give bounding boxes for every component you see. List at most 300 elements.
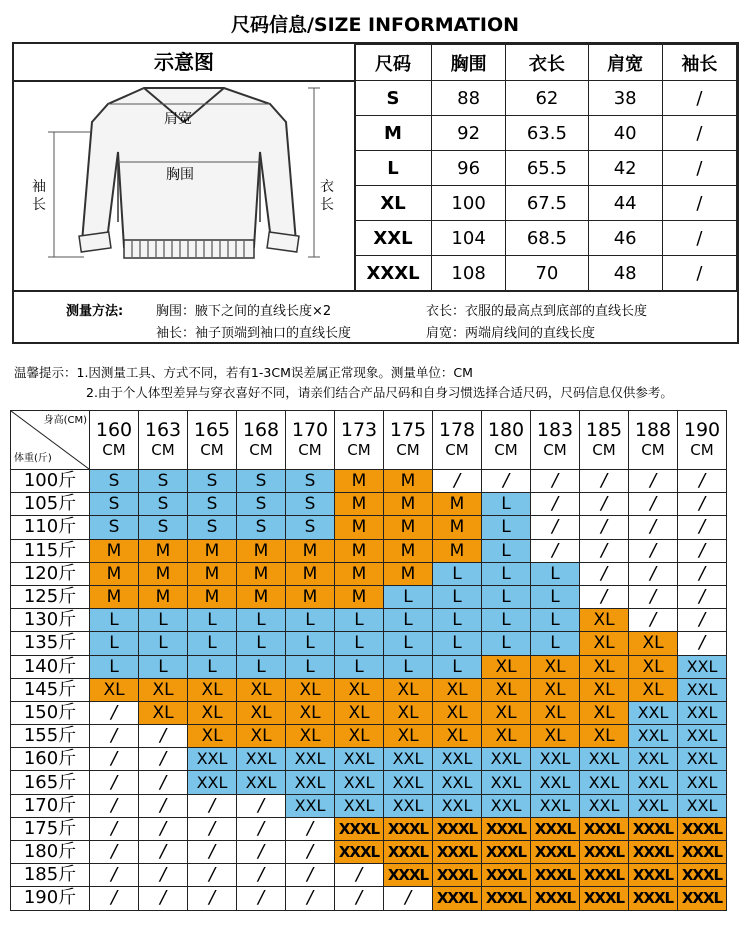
size-cell: XL: [139, 678, 188, 701]
weight-label: 170斤: [11, 794, 90, 817]
height-header: [237, 411, 286, 470]
size-cell: XL: [629, 655, 678, 678]
size-cell: M: [355, 116, 432, 151]
header-shoulder: 肩宽: [588, 45, 662, 81]
height-value: 183: [536, 419, 574, 441]
no-size-cell: /: [286, 864, 335, 887]
size-cell: XXL: [531, 771, 580, 794]
size-recommendation-grid: [10, 410, 727, 911]
size-cell: XXL: [531, 794, 580, 817]
size-cell: XXXL: [678, 864, 727, 887]
measure-sleeve: 袖长：袖子顶端到袖口的直线长度: [156, 326, 352, 341]
no-size-cell: /: [629, 516, 678, 539]
size-cell: XL: [384, 678, 433, 701]
size-cell: S: [286, 493, 335, 516]
size-cell: XXXL: [433, 817, 482, 840]
size-cell: L: [482, 493, 531, 516]
size-cell: XXXL: [629, 864, 678, 887]
size-cell: XXL: [678, 725, 727, 748]
no-size-cell: /: [678, 516, 727, 539]
diagram-header: 示意图: [14, 44, 354, 82]
no-size-cell: /: [531, 516, 580, 539]
size-cell: L: [90, 632, 139, 655]
length-cell: 63.5: [506, 116, 588, 151]
no-size-cell: /: [629, 585, 678, 608]
no-size-cell: /: [139, 887, 188, 910]
size-cell: XL: [482, 678, 531, 701]
table-row: [355, 81, 737, 116]
chest-cell: 92: [432, 116, 506, 151]
sleeve-label: 袖长: [32, 179, 46, 213]
measure-length: 衣长：衣服的最高点到底部的直线长度: [426, 304, 648, 319]
size-cell: M: [90, 539, 139, 562]
tip-line-2: 2.由于个人体型差异与穿衣喜好不同，请亲们结合产品尺码和自身习惯选择合适尺码，尺码信息仅供参考。: [86, 385, 673, 400]
size-cell: XXXL: [335, 841, 384, 864]
no-size-cell: /: [482, 470, 531, 493]
size-cell: XXL: [384, 794, 433, 817]
no-size-cell: /: [580, 516, 629, 539]
no-size-cell: /: [139, 794, 188, 817]
no-size-cell: /: [678, 493, 727, 516]
no-size-cell: /: [580, 493, 629, 516]
size-cell: L: [384, 585, 433, 608]
no-size-cell: /: [139, 841, 188, 864]
size-cell: XXL: [629, 748, 678, 771]
size-cell: L: [384, 655, 433, 678]
size-cell: S: [90, 493, 139, 516]
size-cell: M: [335, 470, 384, 493]
height-value: 175: [389, 419, 427, 441]
height-header: [678, 411, 727, 470]
table-row: [355, 116, 737, 151]
length-cell: 70: [506, 256, 588, 291]
size-cell: XL: [188, 701, 237, 724]
table-row: [11, 655, 727, 678]
header-length: 衣长: [506, 45, 588, 81]
table-row: [355, 151, 737, 186]
no-size-cell: /: [139, 748, 188, 771]
no-size-cell: /: [90, 817, 139, 840]
no-size-cell: /: [90, 864, 139, 887]
height-unit: CM: [690, 441, 714, 459]
size-cell: XL: [580, 655, 629, 678]
length-cell: 67.5: [506, 186, 588, 221]
size-cell: S: [90, 470, 139, 493]
size-cell: S: [237, 470, 286, 493]
size-cell: XXL: [629, 771, 678, 794]
table-row: [11, 632, 727, 655]
size-cell: XL: [433, 725, 482, 748]
no-size-cell: /: [90, 887, 139, 910]
height-header: [188, 411, 237, 470]
weight-label: 115斤: [11, 539, 90, 562]
height-value: 188: [634, 419, 672, 441]
size-cell: XL: [482, 701, 531, 724]
no-size-cell: /: [678, 585, 727, 608]
size-cell: M: [335, 516, 384, 539]
size-cell: M: [335, 562, 384, 585]
size-cell: XL: [384, 701, 433, 724]
size-cell: XXXL: [629, 887, 678, 910]
no-size-cell: /: [580, 539, 629, 562]
size-cell: XXL: [629, 701, 678, 724]
no-size-cell: /: [678, 609, 727, 632]
size-cell: XXXL: [384, 864, 433, 887]
size-cell: XXXL: [384, 841, 433, 864]
height-value: 163: [144, 419, 182, 441]
size-cell: L: [355, 151, 432, 186]
size-cell: XXXL: [531, 864, 580, 887]
length-label: 衣长: [320, 179, 334, 213]
size-cell: XL: [482, 725, 531, 748]
size-cell: S: [139, 493, 188, 516]
size-cell: L: [286, 609, 335, 632]
table-row: [11, 678, 727, 701]
size-cell: M: [286, 562, 335, 585]
sleeve-cell: /: [662, 81, 736, 116]
weight-label: 110斤: [11, 516, 90, 539]
size-cell: XXXL: [482, 817, 531, 840]
size-cell: M: [384, 516, 433, 539]
no-size-cell: /: [286, 887, 335, 910]
size-cell: XL: [580, 678, 629, 701]
size-cell: M: [433, 539, 482, 562]
size-cell: S: [286, 470, 335, 493]
no-size-cell: /: [237, 864, 286, 887]
weight-label: 155斤: [11, 725, 90, 748]
no-size-cell: /: [237, 794, 286, 817]
size-cell: XL: [482, 655, 531, 678]
grid-header-row: [11, 411, 727, 470]
size-cell: L: [482, 632, 531, 655]
weight-label: 175斤: [11, 817, 90, 840]
no-size-cell: /: [188, 841, 237, 864]
size-cell: M: [139, 539, 188, 562]
weight-label: 140斤: [11, 655, 90, 678]
size-cell: XL: [580, 609, 629, 632]
size-cell: L: [335, 655, 384, 678]
height-header: [384, 411, 433, 470]
size-cell: XXL: [335, 771, 384, 794]
height-unit: CM: [396, 441, 420, 459]
table-row: [11, 470, 727, 493]
height-value: 160: [95, 419, 133, 441]
size-cell: XXXL: [531, 887, 580, 910]
size-cell: XXL: [286, 771, 335, 794]
measurement-notes: [14, 290, 737, 344]
height-header: [482, 411, 531, 470]
size-cell: XXL: [482, 794, 531, 817]
no-size-cell: /: [139, 771, 188, 794]
size-cell: XL: [433, 701, 482, 724]
size-cell: XXXL: [482, 864, 531, 887]
size-cell: XXXL: [678, 841, 727, 864]
size-cell: XXL: [286, 794, 335, 817]
length-cell: 68.5: [506, 221, 588, 256]
size-cell: L: [482, 609, 531, 632]
table-row: [11, 725, 727, 748]
size-cell: XL: [286, 725, 335, 748]
size-cell: XXXL: [678, 887, 727, 910]
weight-label: 135斤: [11, 632, 90, 655]
no-size-cell: /: [678, 632, 727, 655]
size-cell: XXXL: [482, 841, 531, 864]
size-cell: M: [188, 562, 237, 585]
chest-cell: 100: [432, 186, 506, 221]
size-cell: M: [237, 539, 286, 562]
height-value: 165: [193, 419, 231, 441]
no-size-cell: /: [237, 841, 286, 864]
size-cell: M: [188, 539, 237, 562]
table-row: [11, 609, 727, 632]
shoulder-cell: 38: [588, 81, 662, 116]
weight-label: 120斤: [11, 562, 90, 585]
height-value: 180: [487, 419, 525, 441]
size-cell: XXXL: [482, 887, 531, 910]
no-size-cell: /: [188, 864, 237, 887]
size-cell: XL: [286, 701, 335, 724]
size-cell: XXXL: [355, 256, 432, 291]
table-row: [11, 887, 727, 910]
size-cell: L: [433, 562, 482, 585]
chest-cell: 88: [432, 81, 506, 116]
weight-label: 185斤: [11, 864, 90, 887]
corner-height-label: 身高(CM): [43, 415, 87, 426]
no-size-cell: /: [286, 817, 335, 840]
height-unit: CM: [151, 441, 175, 459]
height-unit: CM: [494, 441, 518, 459]
size-cell: M: [286, 585, 335, 608]
no-size-cell: /: [531, 539, 580, 562]
length-cell: 62: [506, 81, 588, 116]
size-cell: XXL: [355, 221, 432, 256]
no-size-cell: /: [335, 887, 384, 910]
size-cell: L: [237, 655, 286, 678]
size-cell: XL: [580, 725, 629, 748]
height-unit: CM: [543, 441, 567, 459]
size-cell: M: [139, 562, 188, 585]
size-cell: XXL: [531, 748, 580, 771]
height-unit: CM: [641, 441, 665, 459]
size-cell: S: [286, 516, 335, 539]
weight-label: 150斤: [11, 701, 90, 724]
size-cell: XXL: [433, 748, 482, 771]
size-cell: L: [531, 609, 580, 632]
size-cell: L: [188, 609, 237, 632]
size-cell: XL: [139, 701, 188, 724]
size-cell: XXL: [678, 794, 727, 817]
no-size-cell: /: [629, 493, 678, 516]
sleeve-cell: /: [662, 186, 736, 221]
size-cell: M: [286, 539, 335, 562]
size-cell: XXXL: [433, 841, 482, 864]
table-row: [355, 186, 737, 221]
height-unit: CM: [347, 441, 371, 459]
size-cell: XL: [384, 725, 433, 748]
height-value: 168: [242, 419, 280, 441]
no-size-cell: /: [531, 493, 580, 516]
size-cell: XXXL: [335, 817, 384, 840]
table-row: [11, 771, 727, 794]
size-cell: XXL: [678, 678, 727, 701]
size-cell: XXXL: [580, 841, 629, 864]
size-cell: XXXL: [433, 864, 482, 887]
size-cell: L: [237, 632, 286, 655]
size-cell: XXL: [237, 771, 286, 794]
size-cell: L: [335, 632, 384, 655]
weight-label: 160斤: [11, 748, 90, 771]
height-unit: CM: [298, 441, 322, 459]
weight-label: 125斤: [11, 585, 90, 608]
height-header: [335, 411, 384, 470]
no-size-cell: /: [188, 817, 237, 840]
height-value: 178: [438, 419, 476, 441]
header-sleeve: 袖长: [662, 45, 736, 81]
size-cell: XXL: [629, 794, 678, 817]
no-size-cell: /: [580, 562, 629, 585]
size-cell: XXL: [335, 794, 384, 817]
size-cell: XXL: [678, 748, 727, 771]
height-unit: CM: [249, 441, 273, 459]
size-cell: XXL: [580, 794, 629, 817]
tip-line-1: 温馨提示：1.因测量工具、方式不同，若有1-3CM误差属正常现象。测量单位：CM: [14, 365, 473, 380]
height-value: 170: [291, 419, 329, 441]
size-cell: XL: [237, 725, 286, 748]
height-header: [139, 411, 188, 470]
no-size-cell: /: [580, 585, 629, 608]
table-row: [11, 516, 727, 539]
size-cell: XL: [335, 678, 384, 701]
size-cell: XXXL: [531, 817, 580, 840]
size-cell: S: [188, 493, 237, 516]
size-cell: XXL: [629, 725, 678, 748]
size-cell: M: [139, 585, 188, 608]
sleeve-cell: /: [662, 151, 736, 186]
size-cell: M: [384, 470, 433, 493]
table-row: [355, 221, 737, 256]
size-cell: M: [384, 493, 433, 516]
size-cell: M: [384, 562, 433, 585]
size-cell: XL: [629, 678, 678, 701]
size-cell: XXL: [580, 748, 629, 771]
size-cell: XL: [188, 725, 237, 748]
table-row: [11, 562, 727, 585]
size-cell: XL: [188, 678, 237, 701]
size-cell: XL: [580, 701, 629, 724]
size-cell: XL: [531, 701, 580, 724]
size-cell: L: [433, 585, 482, 608]
table-row: [11, 585, 727, 608]
size-cell: M: [335, 493, 384, 516]
table-row: [11, 493, 727, 516]
height-header: [531, 411, 580, 470]
size-cell: M: [335, 585, 384, 608]
height-value: 190: [683, 419, 721, 441]
chest-label: 胸围: [166, 167, 194, 183]
size-cell: M: [433, 516, 482, 539]
no-size-cell: /: [90, 794, 139, 817]
measure-method-label: 测量方法:: [66, 304, 124, 319]
size-cell: XXL: [384, 748, 433, 771]
height-header: [433, 411, 482, 470]
table-row: [11, 701, 727, 724]
size-cell: L: [139, 632, 188, 655]
height-header: [580, 411, 629, 470]
size-cell: XXXL: [433, 887, 482, 910]
size-cell: M: [90, 585, 139, 608]
no-size-cell: /: [678, 539, 727, 562]
weight-label: 130斤: [11, 609, 90, 632]
size-cell: XXXL: [629, 841, 678, 864]
no-size-cell: /: [139, 817, 188, 840]
size-cell: XXXL: [580, 864, 629, 887]
corner-weight-label: 体重(斤): [14, 453, 52, 464]
shoulder-cell: 44: [588, 186, 662, 221]
size-cell: XL: [237, 701, 286, 724]
size-cell: XXL: [433, 771, 482, 794]
table-row: [11, 748, 727, 771]
shoulder-cell: 40: [588, 116, 662, 151]
size-cell: L: [90, 655, 139, 678]
weight-label: 190斤: [11, 887, 90, 910]
size-cell: L: [531, 585, 580, 608]
chest-cell: 104: [432, 221, 506, 256]
weight-label: 100斤: [11, 470, 90, 493]
no-size-cell: /: [90, 701, 139, 724]
size-cell: XL: [433, 678, 482, 701]
size-cell: L: [188, 632, 237, 655]
size-cell: XL: [335, 725, 384, 748]
measure-shoulder: 肩宽：两端肩线间的直线长度: [426, 326, 596, 341]
size-cell: XXL: [188, 771, 237, 794]
height-header: [90, 411, 139, 470]
size-cell: XXXL: [531, 841, 580, 864]
height-unit: CM: [592, 441, 616, 459]
no-size-cell: /: [90, 771, 139, 794]
height-value: 173: [340, 419, 378, 441]
size-cell: L: [384, 609, 433, 632]
sleeve-cell: /: [662, 256, 736, 291]
grid-body: [11, 411, 727, 911]
table-row: [11, 864, 727, 887]
size-cell: L: [482, 585, 531, 608]
height-value: 185: [585, 419, 623, 441]
size-cell: L: [531, 562, 580, 585]
no-size-cell: /: [678, 562, 727, 585]
weight-label: 165斤: [11, 771, 90, 794]
shoulder-cell: 48: [588, 256, 662, 291]
size-cell: L: [188, 655, 237, 678]
grid-corner: [11, 411, 90, 470]
size-cell: L: [482, 516, 531, 539]
size-cell: L: [433, 609, 482, 632]
size-cell: L: [482, 562, 531, 585]
size-cell: M: [433, 493, 482, 516]
size-cell: M: [237, 562, 286, 585]
no-size-cell: /: [90, 725, 139, 748]
table-row: [11, 841, 727, 864]
no-size-cell: /: [433, 470, 482, 493]
chest-cell: 96: [432, 151, 506, 186]
size-cell: XXXL: [580, 817, 629, 840]
table-row: [11, 817, 727, 840]
size-cell: XL: [531, 725, 580, 748]
size-cell: XL: [237, 678, 286, 701]
shoulder-cell: 42: [588, 151, 662, 186]
no-size-cell: /: [237, 887, 286, 910]
header-size: 尺码: [355, 45, 432, 81]
size-cell: L: [286, 655, 335, 678]
